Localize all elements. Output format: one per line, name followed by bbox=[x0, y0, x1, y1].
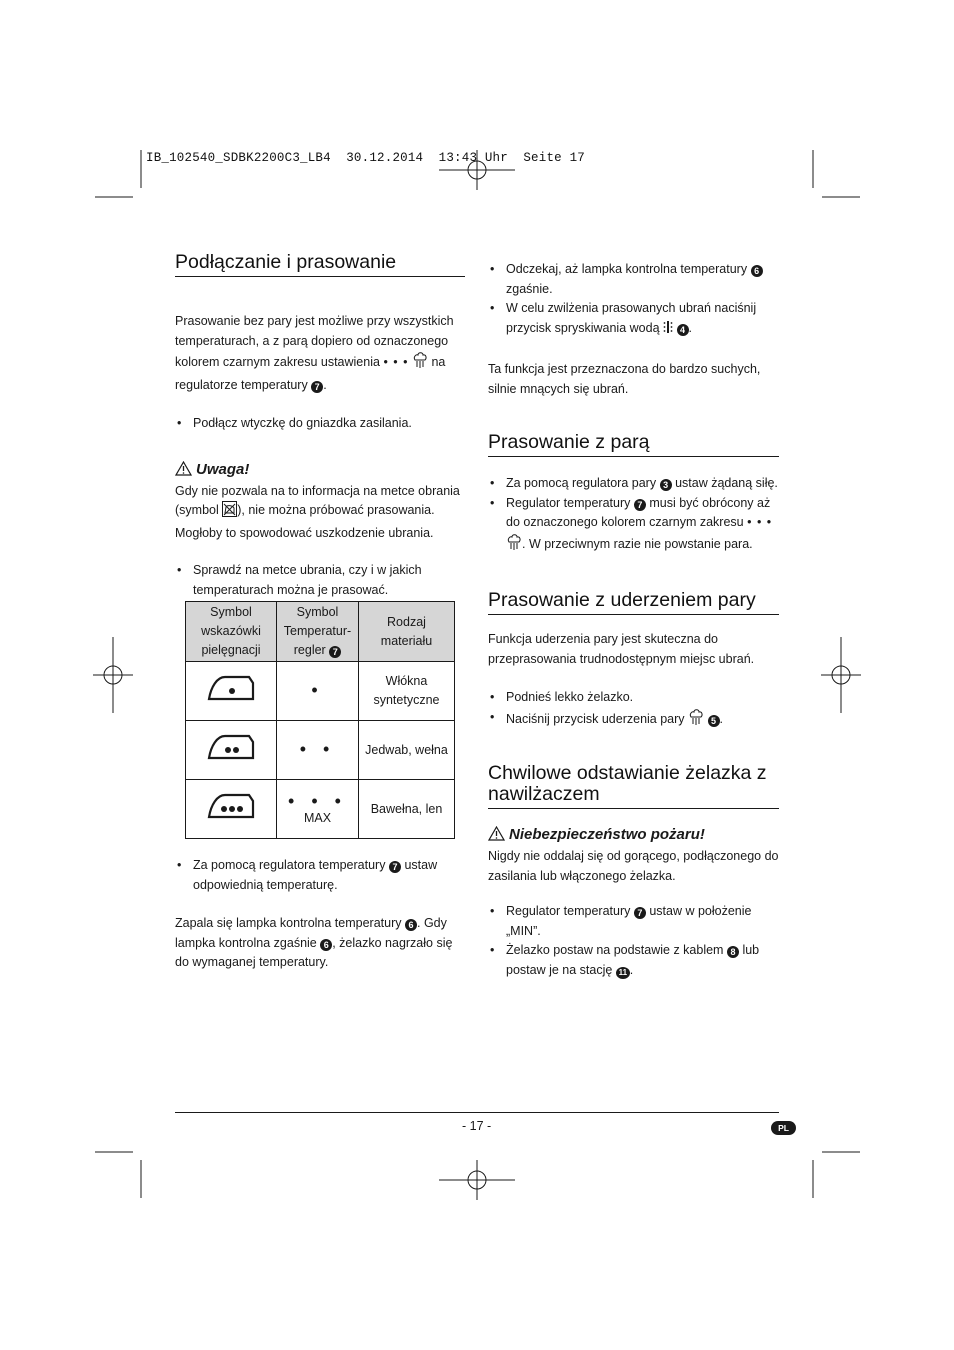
list-item: • Podnieś lekko żelazko. bbox=[488, 688, 779, 708]
left-column-lower bbox=[175, 856, 465, 973]
intro-text-2: na regulatorze temperatury bbox=[175, 355, 446, 392]
section-title-steam-burst: Prasowanie z uderzeniem pary bbox=[488, 590, 779, 615]
rest-list bbox=[488, 902, 779, 980]
text: . bbox=[719, 711, 723, 726]
intro-paragraph: Prasowanie bez pary jest możliwe przy wszystkich temperaturach, a z parą dopiero od oznaczonego kolorem czarnym zakresu ustawienia • • • na regulatorze temperatury 7 . bbox=[175, 314, 454, 392]
temp-dots bbox=[277, 721, 359, 780]
wait-list bbox=[488, 260, 779, 341]
footer-divider bbox=[175, 1112, 779, 1113]
warning-paragraph bbox=[175, 482, 465, 544]
material-cell: Włókna syntetyczne bbox=[359, 662, 455, 721]
text: W celu zwilżenia prasowanych ubrań naciśnij przycisk spryskiwania wodą bbox=[506, 301, 757, 335]
steam-burst-icon bbox=[688, 708, 704, 733]
warning-text-1: Gdy nie pozwala na to informacja na metce obrania (symbol bbox=[175, 483, 460, 517]
iron-two-dots-icon bbox=[186, 721, 277, 780]
text: zgaśnie. bbox=[506, 281, 553, 296]
text: . W przeciwnym razie nie powstanie para. bbox=[522, 536, 753, 551]
table-header-material: Rodzaj materiału bbox=[359, 602, 455, 662]
material-cell: Jedwab, wełna bbox=[359, 721, 455, 780]
table-row bbox=[186, 780, 455, 839]
ref-number: 7 bbox=[311, 381, 323, 393]
iron-three-dots-icon bbox=[186, 780, 277, 839]
text: Naciśnij przycisk uderzenia pary bbox=[506, 711, 685, 726]
care-symbol-table bbox=[185, 601, 455, 839]
text: Za pomocą regulatora temperatury bbox=[193, 858, 386, 872]
intro-text-1: Prasowanie bez pary jest możliwe przy wszystkich temperaturach, a z parą dopiero od oznaczonego kolorem czarnym zakresu ustawienia bbox=[175, 314, 454, 369]
list-item bbox=[488, 260, 779, 299]
list-item bbox=[488, 902, 779, 941]
danger-block bbox=[488, 825, 779, 886]
ref-number: 4 bbox=[677, 324, 689, 336]
ref-number: 5 bbox=[708, 715, 720, 727]
text: , żelazko nagrzało się do wymaganej temperatury. bbox=[175, 935, 453, 969]
section-title-steam: Prasowanie z parą bbox=[488, 432, 779, 457]
header-temp-label: Symbol Temperatur-regler bbox=[283, 605, 352, 657]
right-column bbox=[488, 260, 779, 980]
iron-one-dot-icon bbox=[186, 662, 277, 721]
text: Odczekaj, aż lampka kontrolna temperatury bbox=[506, 262, 748, 276]
no-iron-icon bbox=[222, 501, 237, 524]
left-column bbox=[175, 252, 465, 600]
list-item bbox=[175, 856, 465, 895]
text: lub postaw je na stację bbox=[506, 943, 760, 977]
text: ustaw w położenie „MIN”. bbox=[506, 904, 752, 938]
material-cell: Bawełna, len bbox=[359, 780, 455, 839]
warning-block bbox=[175, 460, 465, 544]
language-badge: PL bbox=[771, 1121, 796, 1135]
ref-number: 7 bbox=[329, 646, 341, 658]
table-header-row bbox=[186, 602, 455, 662]
ref-number: 11 bbox=[616, 967, 630, 979]
text: . bbox=[688, 320, 692, 335]
warning-triangle-icon bbox=[488, 826, 505, 847]
list-item bbox=[488, 708, 779, 733]
text: Żelazko postaw na podstawie z kablem bbox=[506, 943, 724, 957]
list-item: • Sprawdź na metce ubrania, czy i w jakich temperaturach można je prasować. bbox=[175, 561, 465, 600]
burst-paragraph: Funkcja uderzenia pary jest skuteczna do przeprasowania trudnodostępnym miejsc ubrań. bbox=[488, 632, 755, 666]
ref-number: 6 bbox=[320, 939, 332, 951]
plug-list bbox=[175, 414, 465, 434]
list-item bbox=[488, 494, 779, 558]
ref-number: 6 bbox=[751, 265, 763, 277]
text: Regulator temperatury bbox=[506, 904, 631, 918]
ref-number: 7 bbox=[634, 907, 646, 919]
text: . bbox=[629, 962, 634, 977]
steam-icon bbox=[506, 533, 522, 558]
ref-number: 6 bbox=[405, 919, 417, 931]
danger-paragraph: Nigdy nie oddalaj się od gorącego, podłączonego do zasilania lub włączonego żelazka. bbox=[488, 849, 779, 883]
page-number: - 17 - bbox=[462, 1119, 492, 1133]
warning-text-2: ), nie można próbować prasowania. Mogłoby to spowodować uszkodzenie ubrania. bbox=[175, 503, 435, 540]
max-label: MAX bbox=[303, 811, 332, 825]
text: . Gdy lampka kontrolna zgaśnie bbox=[175, 916, 447, 950]
table-row bbox=[186, 721, 455, 780]
steam-range-dots: • • • bbox=[747, 515, 773, 529]
print-header: IB_102540_SDBK2200C3_LB4 30.12.2014 13:43 Uhr Seite 17 bbox=[146, 151, 585, 165]
steam-range-dots: • • • bbox=[383, 355, 409, 369]
ref-number: 8 bbox=[727, 946, 739, 958]
temp-dots bbox=[277, 662, 359, 721]
text: musi być obrócony aż do oznaczonego kolorem czarnym zakresu bbox=[506, 495, 771, 529]
list-item bbox=[488, 474, 779, 494]
section-title-connecting: Podłączanie i prasowanie bbox=[175, 252, 465, 277]
check-list bbox=[175, 561, 465, 600]
ref-number: 7 bbox=[634, 499, 646, 511]
danger-heading bbox=[488, 825, 779, 847]
list-item bbox=[488, 299, 779, 341]
text: Regulator temperatury bbox=[506, 495, 631, 510]
temp-list bbox=[175, 856, 465, 895]
warning-heading bbox=[175, 460, 465, 482]
list-item bbox=[488, 941, 779, 980]
text: ustaw żądaną siłę. bbox=[675, 476, 778, 490]
text: Zapala się lampka kontrolna temperatury bbox=[175, 916, 402, 930]
table-header-care-symbol: Symbol wskazówki pielęgnacji bbox=[186, 602, 277, 662]
temp-dots-value: • • • bbox=[288, 791, 347, 811]
warning-title: Uwaga! bbox=[196, 460, 250, 478]
warning-triangle-icon bbox=[175, 461, 192, 482]
steam-icon bbox=[412, 351, 428, 376]
section-title-resting: Chwilowe odstawianie żelazka z nawilżaczem bbox=[488, 763, 779, 809]
text: Za pomocą regulatora pary bbox=[506, 476, 657, 490]
spray-note: Ta funkcja jest przeznaczona do bardzo suchych, silnie mnących się ubrań. bbox=[488, 362, 761, 396]
burst-list bbox=[488, 688, 779, 732]
danger-title: Niebezpieczeństwo pożaru! bbox=[509, 826, 705, 843]
table-row bbox=[186, 662, 455, 721]
steam-list bbox=[488, 474, 779, 557]
lamp-paragraph bbox=[175, 914, 465, 973]
spray-icon bbox=[663, 319, 673, 342]
text: ustaw odpowiednią temperaturę. bbox=[193, 858, 438, 892]
table-header-temp-symbol bbox=[277, 602, 359, 662]
ref-number: 3 bbox=[660, 479, 672, 491]
temp-dots bbox=[277, 780, 359, 839]
list-item: • Podłącz wtyczkę do gniazdka zasilania. bbox=[175, 414, 465, 434]
temp-dots-value: • bbox=[311, 679, 324, 700]
temp-dots-value: • • bbox=[299, 738, 336, 759]
ref-number: 7 bbox=[389, 861, 401, 873]
